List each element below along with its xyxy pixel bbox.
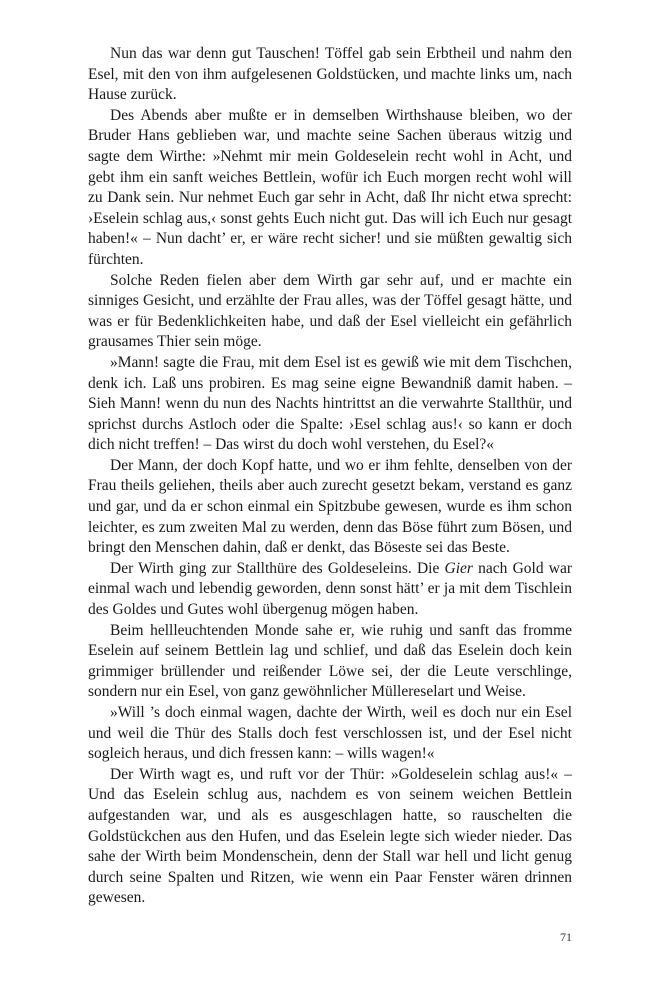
page-number: 71 — [560, 930, 572, 944]
paragraph-5: Der Mann, der doch Kopf hatte, und wo er ihm fehlte, denselben von der Frau theils geliehen, theils aber auch zurecht gesetzt bekam, verstand es ganz und gar, und da er schon einmal ein Spitzbube gewesen, wurde es ihm schon leichter, es zum zweiten Mal zu werden, denn das Böse führt zum Bösen, und bringt den Menschen dahin, daß er denkt, das Böseste sei das Beste. — [88, 456, 572, 557]
page-body — [88, 44, 572, 909]
paragraph-8: »Will ’s doch einmal wagen, dachte der Wirth, weil es doch nur ein Esel und weil die Thür des Stalls doch fest verschlossen ist, und der Esel nicht sogleich heraus, und dich fressen kann: – wills wagen!« — [88, 704, 572, 763]
paragraph-2: Des Abends aber mußte er in demselben Wirthshause bleiben, wo der Bruder Hans geblieben war, und machte seine Sachen überaus witzig und sagte dem Wirthe: »Nehmt mir mein Goldeselein recht wohl in Acht, und gebt ihm ein sanft weiches Bettlein, wofür ich Euch morgen recht wohl will zu Dank sein. Nur nehmet Euch gar sehr in Acht, daß Ihr nicht etwa sprecht: ›Eselein schlag aus,‹ sonst gehts Euch nicht gut. Das will ich Euch nur gesagt haben!« – Nun dacht’ er, er wäre recht sicher! und sie müßten gewaltig sich fürchten. — [88, 106, 572, 268]
paragraph-4: »Mann! sagte die Frau, mit dem Esel ist es gewiß wie mit dem Tischchen, denk ich. Laß uns probiren. Es mag seine eigne Bewandniß damit haben. – Sieh Mann! wenn du nun des Nachts hintrittst an die verwahrte Stallthür, und sprichst durchs Astloch oder die Spalte: ›Esel schlag aus!‹ so kann er doch dich nicht treffen! – Das wirst du doch wohl verstehen, du Esel?« — [88, 353, 572, 454]
paragraph-3: Solche Reden fielen aber dem Wirth gar sehr auf, und er machte ein sinniges Gesicht, und erzählte der Frau alles, was der Töffel gesagt hätte, und was er für Bedenklichkeiten habe, und daß der Esel vielleicht ein gefährlich grausames Thier sein möge. — [88, 271, 572, 351]
paragraph-9: Der Wirth wagt es, und ruft vor der Thür: »Goldeselein schlag aus!« – Und das Eselein schlug aus, nachdem es von seinem weichen Bettlein aufgestanden war, und als es ausgeschlagen hatte, so rauschelten die Goldstückchen aus den Hufen, und das Eselein legte sich wieder nieder. Das sahe der Wirth beim Mondenschein, denn der Stall war hell und licht genug durch seine Spalten und Ritzen, wie wenn ein Paar Fenster wären drinnen gewesen. — [88, 765, 572, 907]
paragraph-1: Nun das war denn gut Tauschen! Töffel gab sein Erbtheil und nahm den Esel, mit den von ihm aufgelesenen Goldstücken, und machte links um, nach Hause zurück. — [88, 45, 572, 104]
paragraph-6 — [88, 559, 572, 621]
paragraph-6-before: Der Wirth ging zur Stallthüre des Goldeseleins. Die — [110, 559, 445, 577]
paragraph-7: Beim hellleuchtenden Monde sahe er, wie ruhig und sanft das fromme Eselein auf seinem Bettlein lag und schlief, und daß das Eselein doch kein grimmiger brüllender und reißender Löwe sei, der die Leute verschlinge, sondern nur ein Esel, von ganz gewöhnlicher Müllereselart und Weise. — [88, 621, 572, 701]
paragraph-6-emphasis: Gier — [444, 559, 473, 577]
paragraph-6-after: nach Gold war einmal wach und lebendig geworden, denn sonst hätt’ er ja mit dem Tischlein des Goldes und Gutes wohl übergenug mögen haben. — [88, 559, 572, 619]
